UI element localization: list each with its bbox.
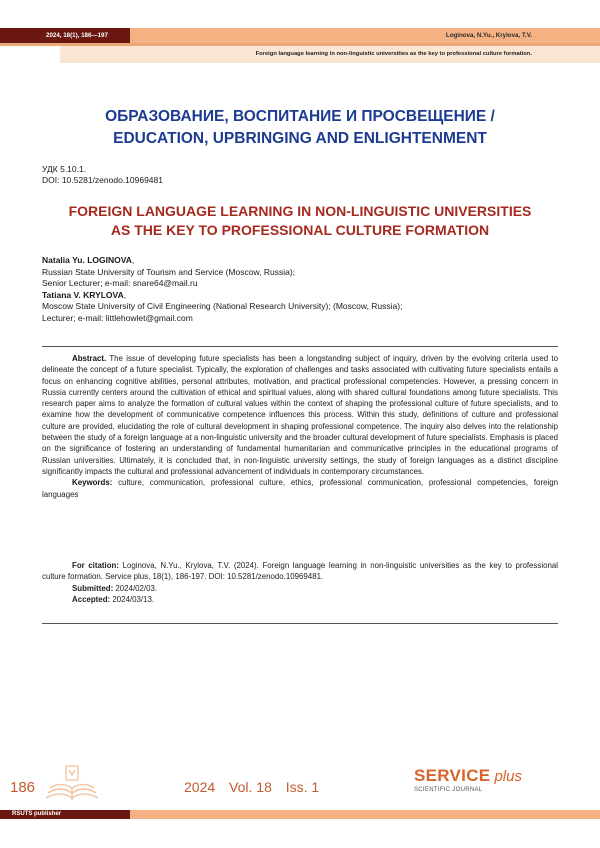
abstract-text: The issue of developing future specialists has been a longstanding subject of inquiry, driven by the evolving criteria used to delineate the concept of a future specialist. Typically, the exploration of challenges and tasks associated with cultivating future specialists entails a focus on enhancing cognitive abilities, personal attributes, motivation, and practical professional competencies. However, a pressing concern in Russia currently centers around the cultivation of ethical and spiritual values, along with shared cultural foundations among future specialists. This research paper aims to analyze the formation of cultural values within the context of shaping the professional culture of future specialists, and to examine how the development of communicative competence influences this process. Within this study, definitions of culture and professional culture are provided, elucidating the role of cultural development in shaping professional competence. The inquiry also delves into the relationship between the study of a foreign language at a non-linguistic university and the broader cultural development of future specialists. Emphasis is placed on the significance of fostering an understanding of fundamental humanitarian and communicative principles in the educational programs of Russian universities. Ultimately, it is concluded that, in non-linguistic university settings, the study of foreign languages as a distinct discipline significantly impacts the cultural and professional advancement of individuals in contemporary circumstances. [42, 354, 558, 476]
divider-bottom [42, 623, 558, 624]
accepted-line [42, 594, 558, 605]
author-affiliation: Russian State University of Tourism and Service (Moscow, Russia); [42, 266, 296, 277]
article-title-line1: FOREIGN LANGUAGE LEARNING IN NON-LINGUISTIC UNIVERSITIES [68, 203, 532, 219]
submitted-date: 2024/02/03. [115, 583, 158, 593]
header-authors: Loginova, N.Yu., Krylova, T.V. [130, 28, 600, 43]
book-logo-icon [40, 762, 104, 807]
article-meta [42, 164, 163, 186]
author-block: Natalia Yu. LOGINOVA, Russian State University of Tourism and Service (Moscow, Russia); Senior Lecturer; e-mail: snare64@mail.ru [42, 255, 402, 290]
keywords-text: culture, communication, professional culture, ethics, professional communication, professional competencies, foreign languages [42, 478, 558, 499]
citation-block [42, 560, 558, 605]
issue-info [184, 779, 329, 795]
footer-issue: Iss. 1 [285, 779, 320, 795]
abstract [42, 353, 558, 500]
keywords-paragraph [42, 477, 558, 500]
page-number: 186 [10, 779, 36, 796]
submitted-label: Submitted: [72, 583, 114, 593]
divider-top [42, 346, 558, 347]
doi: DOI: 10.5281/zenodo.10969481 [42, 175, 163, 185]
citation-paragraph [42, 560, 558, 583]
citation-text: Loginova, N.Yu., Krylova, T.V. (2024). Foreign language learning in non-linguistic universities as the key to professional culture formation. Service plus, 18(1), 186-197. DOI: 10.5281/zenodo.10969481. [42, 561, 558, 582]
author-name: Tatiana V. KRYLOVA [42, 289, 124, 300]
brand-subtitle: SCIENTIFIC JOURNAL [414, 787, 483, 793]
journal-logo [414, 766, 522, 793]
section-heading-ru: ОБРАЗОВАНИЕ, ВОСПИТАНИЕ И ПРОСВЕЩЕНИЕ / [105, 108, 495, 125]
section-heading [0, 106, 600, 150]
citation-label: For citation: [72, 561, 119, 570]
publisher-label: RSUTS publisher [0, 810, 130, 819]
article-title-line2: AS THE KEY TO PROFESSIONAL CULTURE FORMATION [110, 222, 490, 238]
udk-code: УДК 5.10.1. [42, 164, 87, 174]
author-block: Tatiana V. KRYLOVA, Moscow State University of Civil Engineering (National Research University); (Moscow, Russia); Lecturer; e-mail: littlehowlet@gmail.com [42, 289, 403, 323]
footer-volume: Vol. 18 [229, 779, 272, 795]
abstract-label: Abstract. [72, 354, 107, 363]
brand-plus: plus [494, 768, 522, 785]
article-title [0, 202, 600, 240]
author-list [42, 255, 402, 325]
accepted-label: Accepted: [72, 594, 111, 604]
author-position: Senior Lecturer; e-mail: snare64@mail.ru [42, 278, 198, 289]
header-issue-ref: 2024, 18(1), 186—197 [0, 28, 130, 43]
keywords-label: Keywords: [72, 478, 113, 488]
header-running-title: Foreign language learning in non-linguistic universities as the key to professional culture formation. [60, 46, 600, 63]
submitted-line [42, 583, 558, 594]
author-position: Lecturer; e-mail: littlehowlet@gmail.com [42, 312, 193, 323]
author-affiliation: Moscow State University of Civil Engineering (National Research University); (Moscow, Russia); [42, 301, 403, 312]
accepted-date: 2024/03/13. [112, 594, 155, 604]
footer-year: 2024 [184, 779, 216, 795]
abstract-paragraph [42, 353, 558, 477]
brand-main: SERVICE [414, 766, 491, 785]
section-heading-en: EDUCATION, UPBRINGING AND ENLIGHTENMENT [113, 130, 487, 147]
author-name: Natalia Yu. LOGINOVA [42, 255, 132, 265]
